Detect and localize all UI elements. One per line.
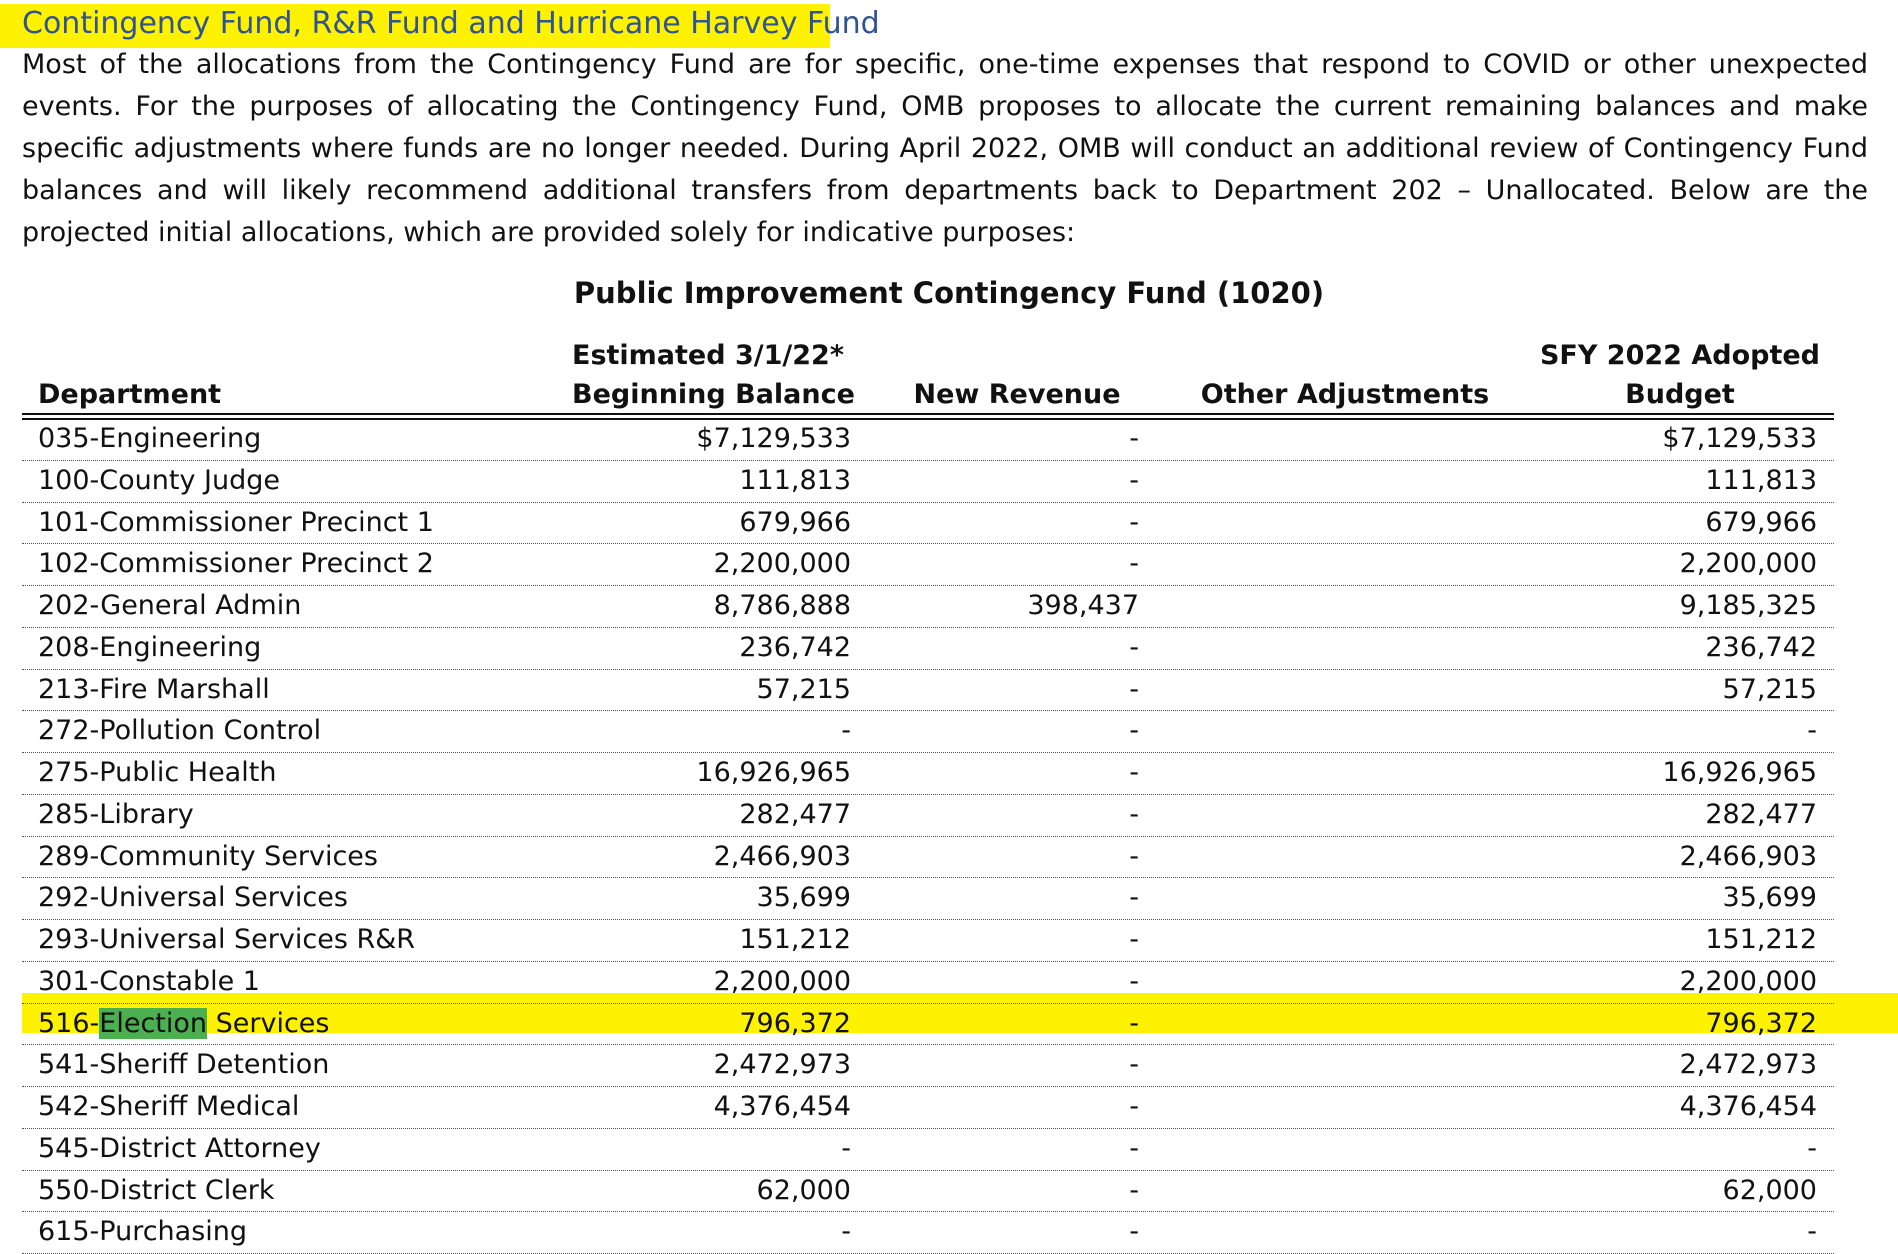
table-row xyxy=(22,503,1834,545)
cell-department: 035-Engineering xyxy=(38,423,262,454)
cell-adopted-budget: 2,466,903 xyxy=(1679,840,1817,872)
table-row xyxy=(22,920,1834,962)
cell-new-revenue: - xyxy=(1129,965,1139,997)
cell-new-revenue: - xyxy=(1129,1091,1139,1122)
cell-adopted-budget: 4,376,454 xyxy=(1679,1091,1817,1122)
cell-adopted-budget: 151,212 xyxy=(1705,924,1817,955)
cell-beginning-balance: $7,129,533 xyxy=(696,423,851,454)
table-body xyxy=(22,419,1834,1254)
cell-department: 213-Fire Marshall xyxy=(38,673,270,705)
table-row xyxy=(22,837,1834,879)
table-row xyxy=(22,586,1834,628)
cell-department: 542-Sheriff Medical xyxy=(38,1091,300,1122)
header-beginning-balance-line1: Estimated 3/1/22* xyxy=(572,340,844,371)
cell-adopted-budget: 282,477 xyxy=(1705,798,1817,830)
cell-new-revenue: - xyxy=(1129,1174,1139,1206)
cell-department xyxy=(38,1008,329,1039)
table-row xyxy=(22,753,1834,795)
header-beginning-balance-line2: Beginning Balance xyxy=(572,379,855,410)
cell-beginning-balance: 4,376,454 xyxy=(713,1091,851,1122)
table-row xyxy=(22,878,1834,920)
cell-beginning-balance: - xyxy=(841,1132,851,1164)
cell-beginning-balance: 2,472,973 xyxy=(713,1049,851,1081)
cell-adopted-budget: 2,200,000 xyxy=(1679,548,1817,580)
table-row xyxy=(22,1212,1834,1254)
cell-beginning-balance: 8,786,888 xyxy=(713,590,851,621)
cell-adopted-budget: 679,966 xyxy=(1705,506,1817,538)
cell-adopted-budget: 111,813 xyxy=(1705,464,1817,496)
cell-new-revenue: - xyxy=(1129,1049,1139,1081)
header-adopted-budget-line1: SFY 2022 Adopted xyxy=(1539,340,1821,371)
cell-beginning-balance: 236,742 xyxy=(739,631,851,663)
cell-new-revenue: - xyxy=(1129,840,1139,872)
cell-beginning-balance: 796,372 xyxy=(739,1007,851,1039)
cell-new-revenue: - xyxy=(1129,924,1139,955)
cell-beginning-balance: 57,215 xyxy=(756,673,851,705)
cell-new-revenue: - xyxy=(1129,631,1139,663)
header-adopted-budget xyxy=(1530,336,1830,414)
cell-department: 202-General Admin xyxy=(38,590,302,621)
dept-suffix: Services xyxy=(207,1007,330,1039)
header-department: Department xyxy=(38,379,222,410)
cell-beginning-balance: - xyxy=(841,1216,851,1248)
cell-beginning-balance: 2,466,903 xyxy=(713,840,851,872)
cell-adopted-budget: 236,742 xyxy=(1705,631,1817,663)
header-other-adjustments: Other Adjustments xyxy=(1200,379,1490,410)
header-new-revenue: New Revenue xyxy=(913,379,1121,410)
cell-adopted-budget: - xyxy=(1807,715,1817,747)
table-row xyxy=(22,1171,1834,1213)
table-row xyxy=(22,461,1834,503)
intro-paragraph: Most of the allocations from the Contingency Fund are for specific, one-time expenses that respond to COVID or other unexpected events. For the purposes of allocating the Contingency Fund, OMB proposes to allocate the current remaining balances and make specific adjustments where funds are no longer needed. During April 2022, OMB will conduct an additional review of Contingency Fund balances and will likely recommend additional transfers from departments back to Department 202 – Unallocated. Below are the projected initial allocations, which are provided solely for indicative purposes: xyxy=(22,49,1868,248)
cell-new-revenue: - xyxy=(1129,506,1139,538)
cell-beginning-balance: 2,200,000 xyxy=(713,965,851,997)
cell-adopted-budget: 62,000 xyxy=(1722,1174,1817,1206)
table-row xyxy=(22,1045,1834,1087)
cell-department: 101-Commissioner Precinct 1 xyxy=(38,506,434,538)
cell-adopted-budget: 796,372 xyxy=(1705,1007,1817,1039)
dept-highlighted-word: Election xyxy=(99,1007,208,1039)
cell-new-revenue: - xyxy=(1129,1132,1139,1164)
cell-beginning-balance: 16,926,965 xyxy=(696,757,851,788)
cell-department: 285-Library xyxy=(38,798,194,830)
table-row xyxy=(22,670,1834,712)
table-row xyxy=(22,419,1834,461)
cell-beginning-balance: - xyxy=(841,715,851,747)
cell-adopted-budget: $7,129,533 xyxy=(1662,423,1817,454)
cell-beginning-balance: 35,699 xyxy=(756,882,851,914)
header-beginning-balance xyxy=(572,336,872,414)
table-row xyxy=(22,628,1834,670)
cell-department: 550-District Clerk xyxy=(38,1174,275,1206)
cell-department: 289-Community Services xyxy=(38,840,378,872)
table-row xyxy=(22,1129,1834,1171)
cell-department: 545-District Attorney xyxy=(38,1132,321,1164)
cell-beginning-balance: 2,200,000 xyxy=(713,548,851,580)
cell-department: 272-Pollution Control xyxy=(38,715,322,747)
cell-department: 275-Public Health xyxy=(38,757,277,788)
cell-department: 293-Universal Services R&R xyxy=(38,924,416,955)
cell-new-revenue: 398,437 xyxy=(1027,590,1139,621)
cell-beginning-balance: 151,212 xyxy=(739,924,851,955)
cell-department: 301-Constable 1 xyxy=(38,965,260,997)
table-row xyxy=(22,795,1834,837)
cell-adopted-budget: 16,926,965 xyxy=(1662,757,1817,788)
header-adopted-budget-line2: Budget xyxy=(1625,379,1735,410)
dept-prefix: 516- xyxy=(38,1007,100,1039)
table-row-highlighted xyxy=(22,1004,1834,1046)
cell-department: 292-Universal Services xyxy=(38,882,348,914)
cell-new-revenue: - xyxy=(1129,1007,1139,1039)
cell-department: 615-Purchasing xyxy=(38,1216,248,1248)
table-row xyxy=(22,962,1834,1004)
cell-new-revenue: - xyxy=(1129,757,1139,788)
cell-beginning-balance: 62,000 xyxy=(756,1174,851,1206)
table-title: Public Improvement Contingency Fund (1020) xyxy=(573,276,1325,310)
cell-new-revenue: - xyxy=(1129,464,1139,496)
cell-beginning-balance: 282,477 xyxy=(739,798,851,830)
cell-adopted-budget: 9,185,325 xyxy=(1679,590,1817,621)
cell-department: 100-County Judge xyxy=(38,464,280,496)
cell-adopted-budget: 2,200,000 xyxy=(1679,965,1817,997)
table-row xyxy=(22,711,1834,753)
table-row xyxy=(22,1087,1834,1129)
cell-new-revenue: - xyxy=(1129,715,1139,747)
cell-new-revenue: - xyxy=(1129,798,1139,830)
cell-adopted-budget: - xyxy=(1807,1132,1817,1164)
cell-adopted-budget: 35,699 xyxy=(1722,882,1817,914)
cell-department: 541-Sheriff Detention xyxy=(38,1049,330,1081)
cell-new-revenue: - xyxy=(1129,882,1139,914)
table-row xyxy=(22,544,1834,586)
cell-adopted-budget: 57,215 xyxy=(1722,673,1817,705)
section-heading: Contingency Fund, R&R Fund and Hurricane Harvey Fund xyxy=(22,6,880,41)
cell-adopted-budget: 2,472,973 xyxy=(1679,1049,1817,1081)
cell-department: 102-Commissioner Precinct 2 xyxy=(38,548,434,580)
cell-new-revenue: - xyxy=(1129,423,1139,454)
cell-department: 208-Engineering xyxy=(38,631,262,663)
cell-new-revenue: - xyxy=(1129,548,1139,580)
cell-adopted-budget: - xyxy=(1807,1216,1817,1248)
cell-new-revenue: - xyxy=(1129,673,1139,705)
cell-beginning-balance: 679,966 xyxy=(739,506,851,538)
cell-new-revenue: - xyxy=(1129,1216,1139,1248)
cell-beginning-balance: 111,813 xyxy=(739,464,851,496)
